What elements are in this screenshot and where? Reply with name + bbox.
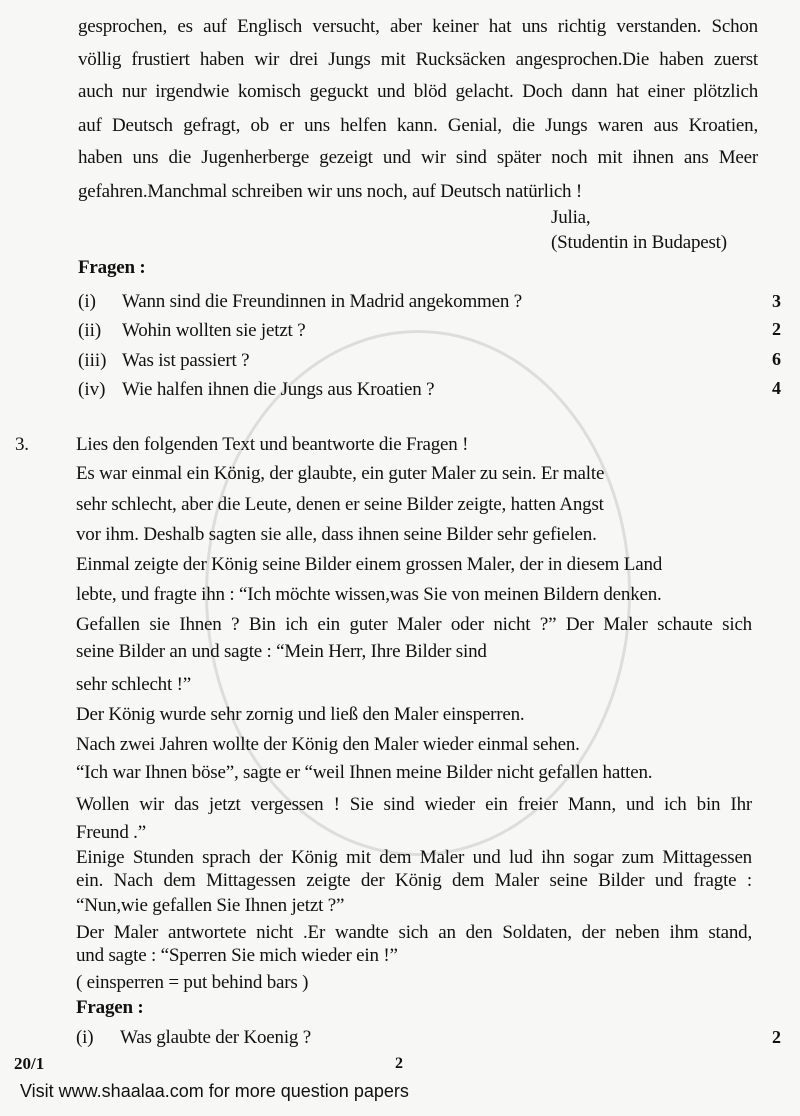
visit-link[interactable]: Visit www.shaalaa.com for more question papers xyxy=(20,1081,409,1101)
story-line: Gefallen sie Ihnen ? Bin ich ein guter Maler oder nicht ?” Der Maler schaute sich xyxy=(76,614,752,635)
question-marks: 2 xyxy=(772,319,781,339)
question-text: Wie halfen ihnen die Jungs aus Kroatien ? xyxy=(122,379,435,400)
story-line: “Ich war Ihnen böse”, sagte er “weil Ihnen meine Bilder nicht gefallen hatten. xyxy=(76,762,653,783)
passage-line: völlig frustiert haben wir drei Jungs mit Rucksäcken angesprochen.Die haben zuerst xyxy=(78,49,758,70)
question-text: Wann sind die Freundinnen in Madrid angekommen ? xyxy=(122,291,522,312)
story-line: vor ihm. Deshalb sagten sie alle, dass ihnen seine Bilder sehr gefielen. xyxy=(76,524,597,545)
story-line: Nach zwei Jahren wollte der König den Maler wieder einmal sehen. xyxy=(76,734,580,755)
question-number: (iv) xyxy=(78,379,106,400)
story-line: Der König wurde sehr zornig und ließ den Maler einsperren. xyxy=(76,704,525,725)
story-line: Der Maler antwortete nicht .Er wandte sich an den Soldaten, der neben ihm stand, xyxy=(76,922,752,943)
story-line: Einmal zeigte der König seine Bilder einem grossen Maler, der in diesem Land xyxy=(76,554,663,575)
passage-line: haben uns die Jugenherberge gezeigt und wir sind später noch mit ihnen ans Meer xyxy=(78,147,758,168)
story-line: und sagte : “Sperren Sie mich wieder ein !” xyxy=(76,945,398,966)
signature-name: Julia, xyxy=(551,207,591,228)
question-number: (i) xyxy=(78,291,96,312)
story-line: seine Bilder an und sagte : “Mein Herr, Ihre Bilder sind xyxy=(76,641,487,662)
passage-line: gesprochen, es auf Englisch versucht, aber keiner hat uns richtig verstanden. Schon xyxy=(78,16,758,37)
page-number: 2 xyxy=(395,1055,403,1072)
section-instruction: Lies den folgenden Text und beantworte die Fragen ! xyxy=(76,434,469,455)
story-line: sehr schlecht, aber die Leute, denen er seine Bilder zeigte, hatten Angst xyxy=(76,494,604,515)
vocabulary-note: ( einsperren = put behind bars ) xyxy=(76,972,309,993)
paper-code: 20/1 xyxy=(14,1054,45,1073)
passage-line: auch nur irgendwie komisch geguckt und blöd gelacht. Doch dann hat einer plötzlich xyxy=(78,81,758,102)
story-line: “Nun,wie gefallen Sie Ihnen jetzt ?” xyxy=(76,895,345,916)
question-marks: 6 xyxy=(772,349,781,369)
signature-role: (Studentin in Budapest) xyxy=(551,232,727,253)
story-line: Wollen wir das jetzt vergessen ! Sie sind wieder ein freier Mann, und ich bin Ihr xyxy=(76,794,752,815)
questions-heading: Fragen : xyxy=(78,257,146,278)
question-marks: 3 xyxy=(772,291,781,311)
story-line: ein. Nach dem Mittagessen zeigte der König dem Maler seine Bilder und fragte : xyxy=(76,870,752,891)
question-marks: 4 xyxy=(772,378,781,398)
story-line: Einige Stunden sprach der König mit dem Maler und lud ihn sogar zum Mittagessen xyxy=(76,847,752,868)
questions-heading: Fragen : xyxy=(76,997,144,1018)
question-text: Was ist passiert ? xyxy=(122,350,250,371)
passage-line: auf Deutsch gefragt, ob er uns helfen kann. Genial, die Jungs waren aus Kroatien, xyxy=(78,115,758,136)
section-number: 3. xyxy=(15,434,29,455)
question-text: Wohin wollten sie jetzt ? xyxy=(122,320,306,341)
story-line: Freund .” xyxy=(76,822,146,843)
passage-line: gefahren.Manchmal schreiben wir uns noch, auf Deutsch natürlich ! xyxy=(78,181,583,202)
question-number: (iii) xyxy=(78,350,107,371)
story-line: sehr schlecht !” xyxy=(76,674,191,695)
question-number: (ii) xyxy=(78,320,102,341)
question-text: Was glaubte der Koenig ? xyxy=(120,1027,311,1048)
story-line: Es war einmal ein König, der glaubte, ein guter Maler zu sein. Er malte xyxy=(76,463,605,484)
question-marks: 2 xyxy=(772,1027,781,1047)
story-line: lebte, und fragte ihn : “Ich möchte wissen,was Sie von meinen Bildern denken. xyxy=(76,584,662,605)
question-number: (i) xyxy=(76,1027,94,1048)
